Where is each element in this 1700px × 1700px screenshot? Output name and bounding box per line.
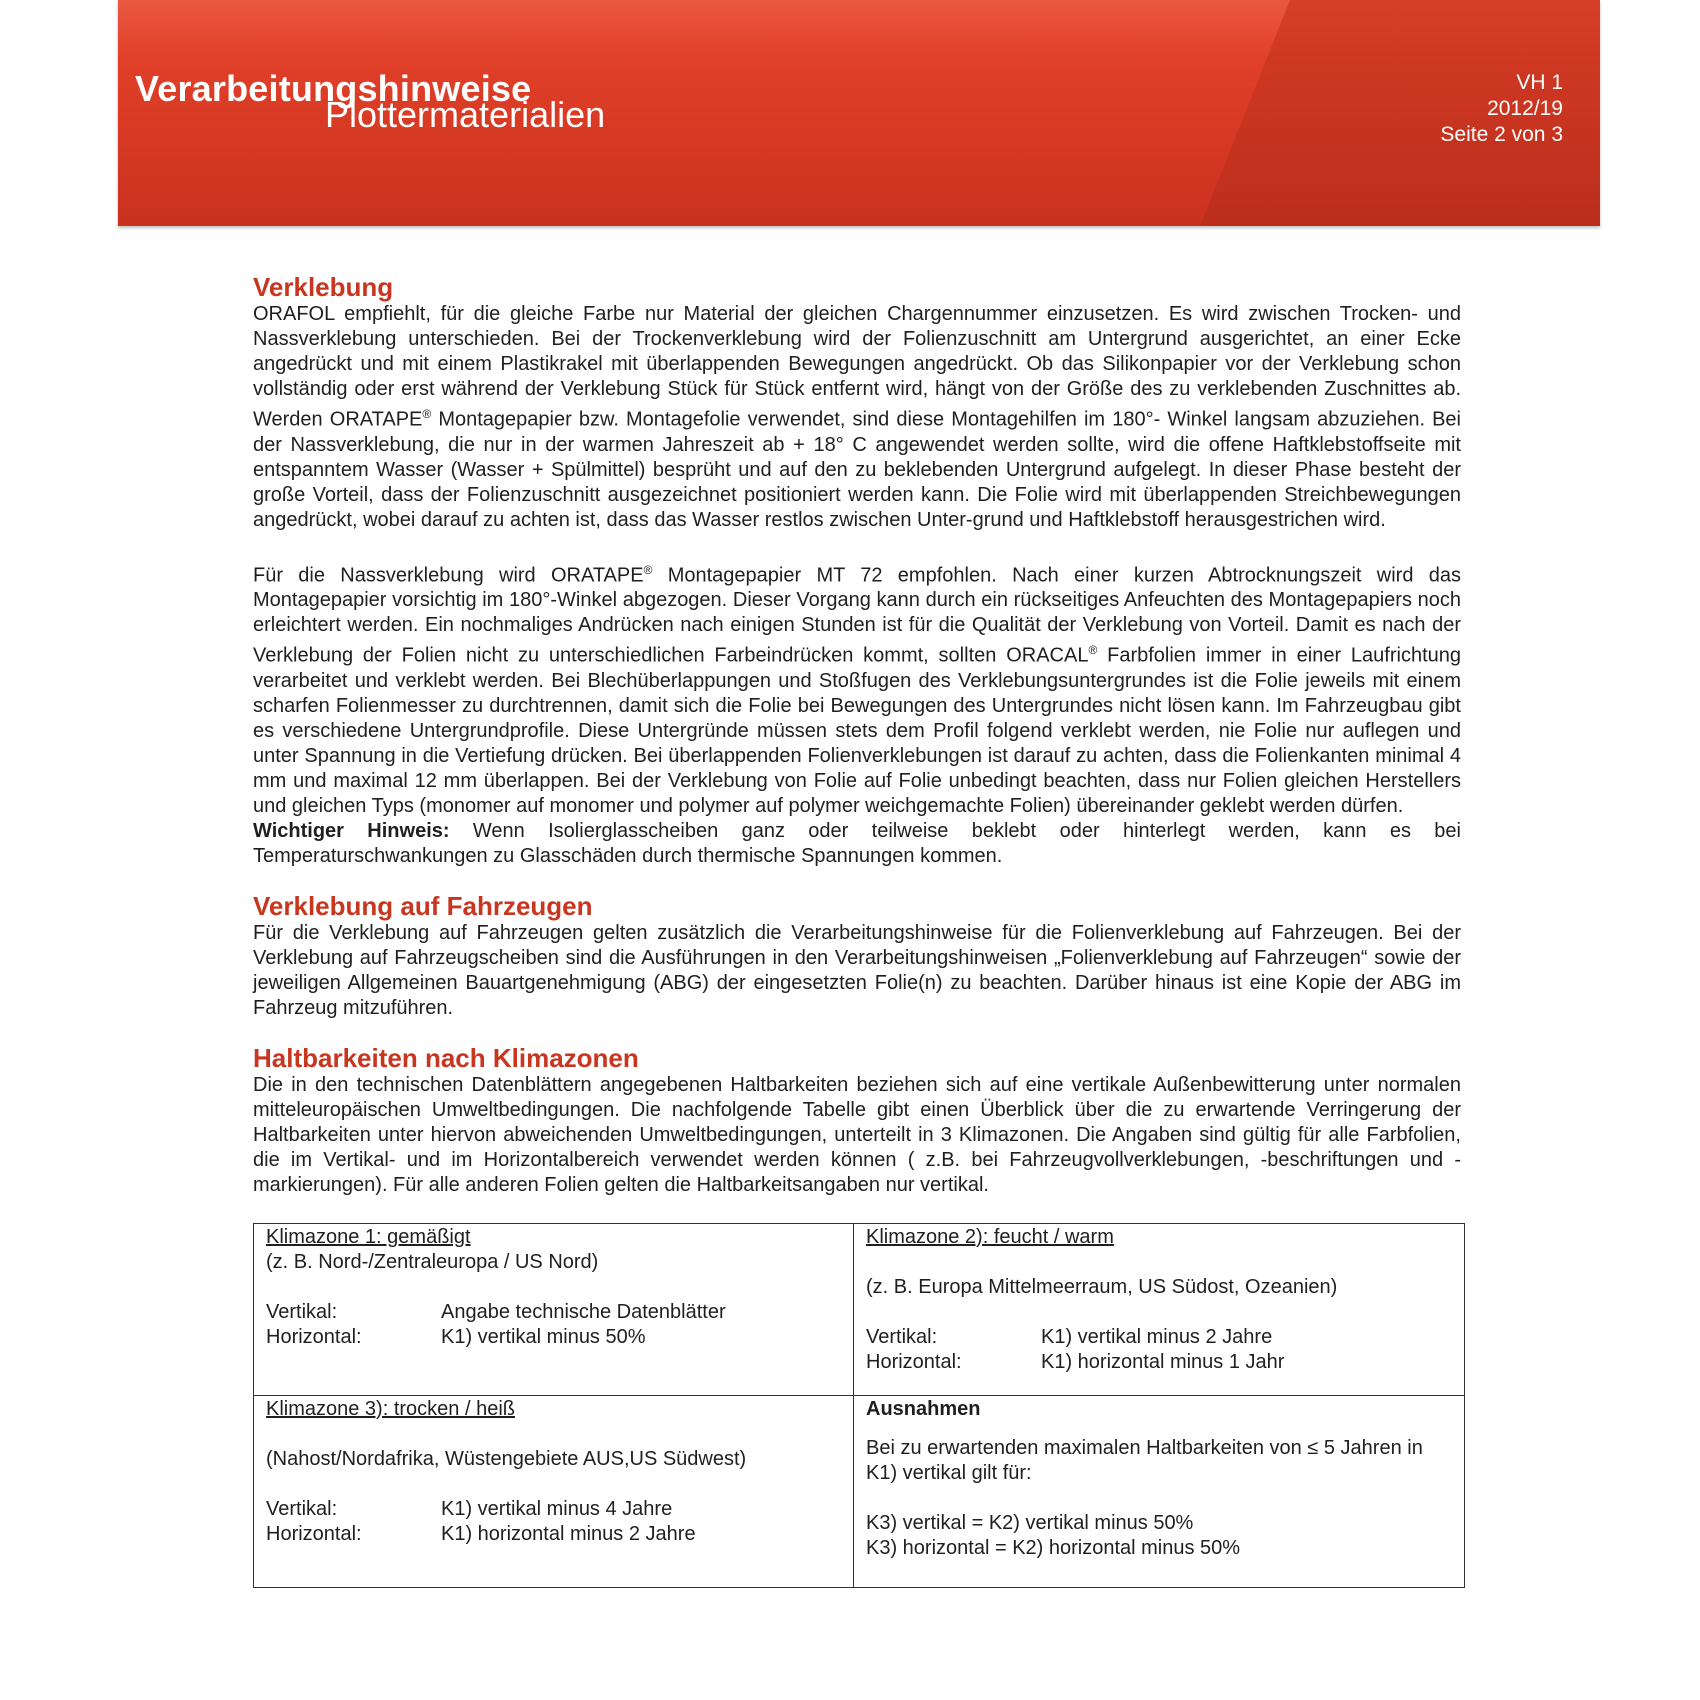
important-note-label: Wichtiger Hinweis:	[253, 819, 450, 842]
registered-mark: ®	[1088, 643, 1098, 658]
zone2-title: Klimazone 2): feucht / warm	[866, 1225, 1114, 1248]
document-title: Verarbeitungshinweise	[135, 68, 532, 109]
exceptions-title: Ausnahmen	[866, 1397, 981, 1420]
zone3-horizontal-value: K1) horizontal minus 2 Jahre	[441, 1522, 696, 1545]
zone2-region: (z. B. Europa Mittelmeerraum, US Südost, Ozeanien)	[866, 1275, 1338, 1298]
doc-code: VH 1	[1516, 71, 1563, 94]
zone3-cell	[254, 1395, 854, 1587]
important-note-text: Wenn Isolierglasscheiben ganz oder teilweise beklebt oder hinterlegt werden, kann es bei Temperaturschwankungen zu Glasschäden durch thermische Spannungen kommen.	[253, 819, 1461, 867]
registered-mark: ®	[422, 407, 432, 421]
zone1-vertical-value: Angabe technische Datenblätter	[441, 1300, 726, 1323]
section-heading-fahrzeuge: Verklebung auf Fahrzeugen	[253, 890, 593, 921]
important-note	[253, 819, 1461, 869]
zone3-title: Klimazone 3): trocken / heiß	[266, 1397, 515, 1420]
zone3-vertical-value: K1) vertikal minus 4 Jahre	[441, 1497, 673, 1520]
exceptions-cell	[854, 1395, 1465, 1587]
zone2-vertical-value: K1) vertikal minus 2 Jahre	[1041, 1325, 1273, 1348]
zone1-horizontal-label: Horizontal:	[266, 1325, 362, 1348]
zone2-horizontal-label: Horizontal:	[866, 1350, 962, 1373]
section-heading-klimazonen: Haltbarkeiten nach Klimazonen	[253, 1042, 639, 1073]
doc-version: 2012/19	[1487, 97, 1563, 120]
document-body	[253, 272, 1461, 1588]
zone2-cell	[854, 1223, 1465, 1395]
paragraph-klimazonen: Die in den technischen Datenblättern angegebenen Haltbarkeiten beziehen sich auf eine vertikale Außenbewitterung unter normalen mitteleuropäischen Umweltbedingungen. Die nachfolgende Tabelle gibt einen Überblick über die zu erwartende Verringerung der Haltbarkeiten unter hiervon abweichenden Umweltbedingungen, unterteilt in 3 Klimazonen. Die Angaben sind gültig für alle Farbfolien, die im Vertikal- und im Horizontalbereich verwendet werden können ( z.B. bei Fahrzeugvollverklebungen, -beschriftungen und -markierungen). Für alle anderen Folien gelten die Haltbarkeitsangaben nur vertikal.	[253, 1073, 1461, 1196]
exceptions-intro: Bei zu erwartenden maximalen Haltbarkeiten von ≤ 5 Jahren in K1) vertikal gilt für:	[866, 1436, 1423, 1484]
table-row	[254, 1223, 1465, 1395]
table-row	[254, 1395, 1465, 1587]
section-heading-verklebung: Verklebung	[253, 272, 394, 302]
zone2-horizontal-value: K1) horizontal minus 1 Jahr	[1041, 1350, 1285, 1373]
zone3-horizontal-label: Horizontal:	[266, 1522, 362, 1545]
paragraph-fahrzeuge: Für die Verklebung auf Fahrzeugen gelten zusätzlich die Verarbeitungshinweise für die Folienverklebung auf Fahrzeugen. Bei der Verklebung auf Fahrzeugscheiben sind die Ausführungen in den Verarbeitungshinweisen „Folienverklebung auf Fahrzeugen“ sowie der jeweiligen Allgemeinen Bauartgenehmigung (ABG) der eingesetzten Folie(n) zu beachten. Darüber hinaus ist eine Kopie der ABG im Fahrzeug mitzuführen.	[253, 921, 1461, 1019]
zone3-vertical-label: Vertikal:	[266, 1497, 338, 1520]
exceptions-line-horizontal: K3) horizontal = K2) horizontal minus 50%	[866, 1536, 1241, 1559]
document-subtitle: Plottermaterialien	[325, 94, 606, 135]
zone1-region: (z. B. Nord-/Zentraleuropa / US Nord)	[266, 1250, 599, 1273]
climate-zone-table	[253, 1223, 1465, 1588]
paragraph-verklebung-2: Für die Nassverklebung wird ORATAPE® Montagepapier MT 72 empfohlen. Nach einer kurzen Abtrocknungszeit wird das Montagepapier vorsichtig im 180°-Winkel abgezogen. Dieser Vorgang kann durch ein rückseitiges Anfeuchten des Montagepapiers noch erleichtert werden. Ein nochmaliges Andrücken nach einigen Stunden ist für die Qualität der Verklebung von Vorteil. Damit es nach der Verklebung der Folien nicht zu unterschiedlichen Farbeindrücken kommt, sollten ORACAL® Farbfolien immer in einer Laufrichtung verarbeitet und verklebt werden. Bei Blechüberlappungen und Stoßfugen des Verklebungsuntergrundes ist die Folie jeweils mit einem scharfen Folienmesser zu durchtrennen, damit sich die Folie bei Bewegungen des Untergrundes nicht lösen kann. Im Fahrzeugbau gibt es verschiedene Untergrundprofile. Diese Untergründe müssen stets dem Profil folgend verklebt werden, nie Folie nur auflegen und unter Spannung in die Vertiefung drücken. Bei überlappenden Folienverklebungen ist darauf zu achten, dass die Folienkanten minimal 4 mm und maximal 12 mm überlappen. Bei der Verklebung von Folie auf Folie unbedingt beachten, dass nur Folien gleichen Herstellers und gleichen Typs (monomer auf monomer und polymer auf polymer weichgemachte Folien) übereinander geklebt werden dürfen.	[253, 562, 1461, 817]
zone1-title: Klimazone 1: gemäßigt	[266, 1225, 471, 1248]
page-info: Seite 2 von 3	[1440, 123, 1563, 146]
zone3-region: (Nahost/Nordafrika, Wüstengebiete AUS,US Südwest)	[266, 1447, 747, 1470]
zone2-vertical-label: Vertikal:	[866, 1325, 938, 1348]
zone1-cell	[254, 1223, 854, 1395]
paragraph-verklebung-1: ORAFOL empfiehlt, für die gleiche Farbe nur Material der gleichen Chargennummer einzusetzen. Es wird zwischen Trocken- und Nassverklebung unterschieden. Bei der Trockenverklebung wird der Folienzuschnitt am Untergrund ausgerichtet, an einer Ecke angedrückt und mit einem Plastikrakel mit überlappenden Bewegungen angedrückt. Ob das Silikonpapier vor der Verklebung schon vollständig oder erst während der Verklebung Stück für Stück entfernt wird, hängt von der Größe des zu verklebenden Zuschnittes ab. Werden ORATAPE® Montagepapier bzw. Montagefolie verwendet, sind diese Montagehilfen im 180°- Winkel langsam abzuziehen. Bei der Nassverklebung, die nur in der warmen Jahreszeit ab + 18° C angewendet werden sollte, wird die offene Haftklebstoffseite mit entspanntem Wasser (Wasser + Spülmittel) besprüht und auf den zu beklebenden Untergrund aufgelegt. In dieser Phase besteht der große Vorteil, dass der Folienzuschnitt ausgezeichnet positioniert werden kann. Die Folie wird mit überlappenden Streichbewegungen angedrückt, wobei darauf zu achten ist, dass das Wasser restlos zwischen Unter-grund und Haftklebstoff herausgestrichen wird.	[253, 303, 1462, 531]
zone1-vertical-label: Vertikal:	[266, 1300, 338, 1323]
exceptions-line-vertical: K3) vertikal = K2) vertikal minus 50%	[866, 1511, 1194, 1534]
document-meta	[1440, 70, 1563, 148]
registered-mark: ®	[643, 562, 653, 577]
zone1-horizontal-value: K1) vertikal minus 50%	[441, 1325, 646, 1348]
